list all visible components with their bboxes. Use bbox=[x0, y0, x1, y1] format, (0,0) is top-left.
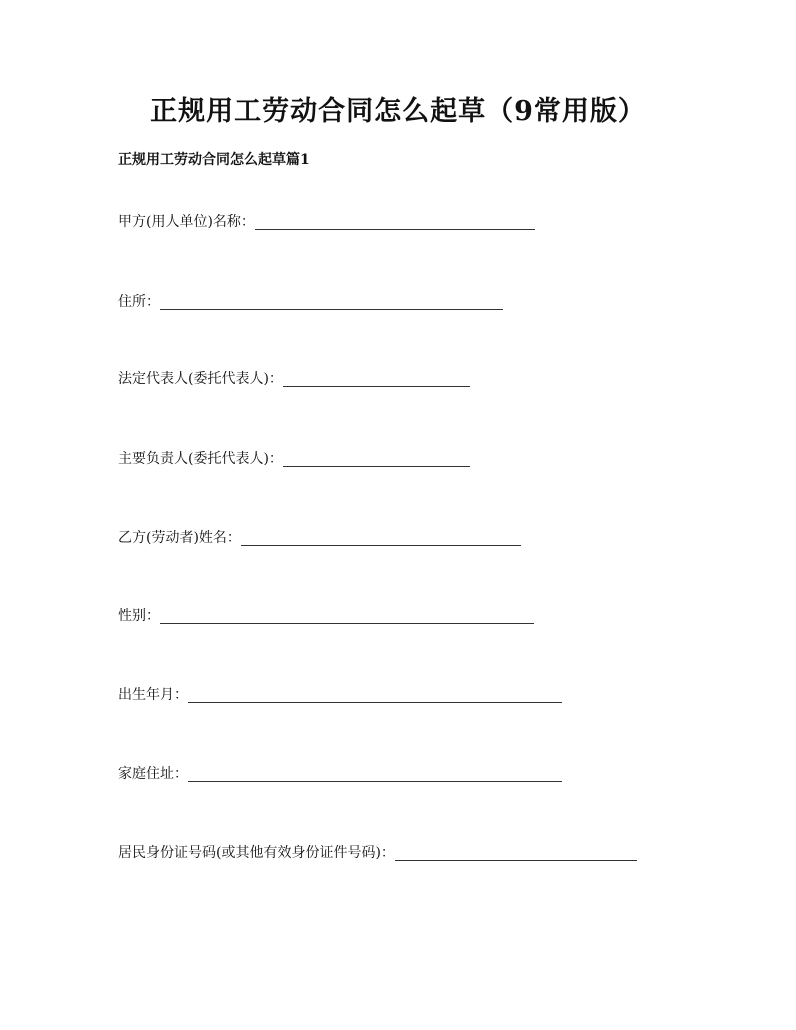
gender-blank[interactable] bbox=[160, 609, 534, 624]
birth-date-blank[interactable] bbox=[188, 688, 562, 703]
employer-name-label: 甲方(用人单位)名称： bbox=[118, 214, 255, 230]
id-number-label: 居民身份证号码(或其他有效身份证件号码)： bbox=[118, 845, 395, 861]
legal-representative-blank[interactable] bbox=[283, 372, 470, 387]
employer-name-field bbox=[118, 210, 535, 232]
employee-name-field bbox=[118, 526, 521, 548]
gender-label: 性别： bbox=[118, 608, 160, 624]
employer-name-blank[interactable] bbox=[255, 215, 535, 230]
principal-responsible-label: 主要负责人(委托代表人)： bbox=[118, 451, 283, 467]
legal-representative-label: 法定代表人(委托代表人)： bbox=[118, 371, 283, 387]
employee-name-label: 乙方(劳动者)姓名： bbox=[118, 530, 241, 546]
birth-date-label: 出生年月： bbox=[118, 687, 188, 703]
home-address-label: 家庭住址： bbox=[118, 766, 188, 782]
home-address-field bbox=[118, 762, 562, 784]
address-label: 住所： bbox=[118, 294, 160, 310]
id-number-field bbox=[118, 841, 637, 863]
principal-responsible-blank[interactable] bbox=[283, 452, 470, 467]
address-blank[interactable] bbox=[160, 295, 503, 310]
id-number-blank[interactable] bbox=[395, 846, 637, 861]
birth-date-field bbox=[118, 683, 562, 705]
section-heading: 正规用工劳动合同怎么起草篇1 bbox=[118, 152, 310, 168]
home-address-blank[interactable] bbox=[188, 767, 562, 782]
legal-representative-field bbox=[118, 367, 470, 389]
principal-responsible-field bbox=[118, 447, 470, 469]
gender-field bbox=[118, 604, 534, 626]
document-title: 正规用工劳动合同怎么起草（9常用版） bbox=[150, 96, 646, 127]
employee-name-blank[interactable] bbox=[241, 531, 521, 546]
address-field bbox=[118, 290, 503, 312]
